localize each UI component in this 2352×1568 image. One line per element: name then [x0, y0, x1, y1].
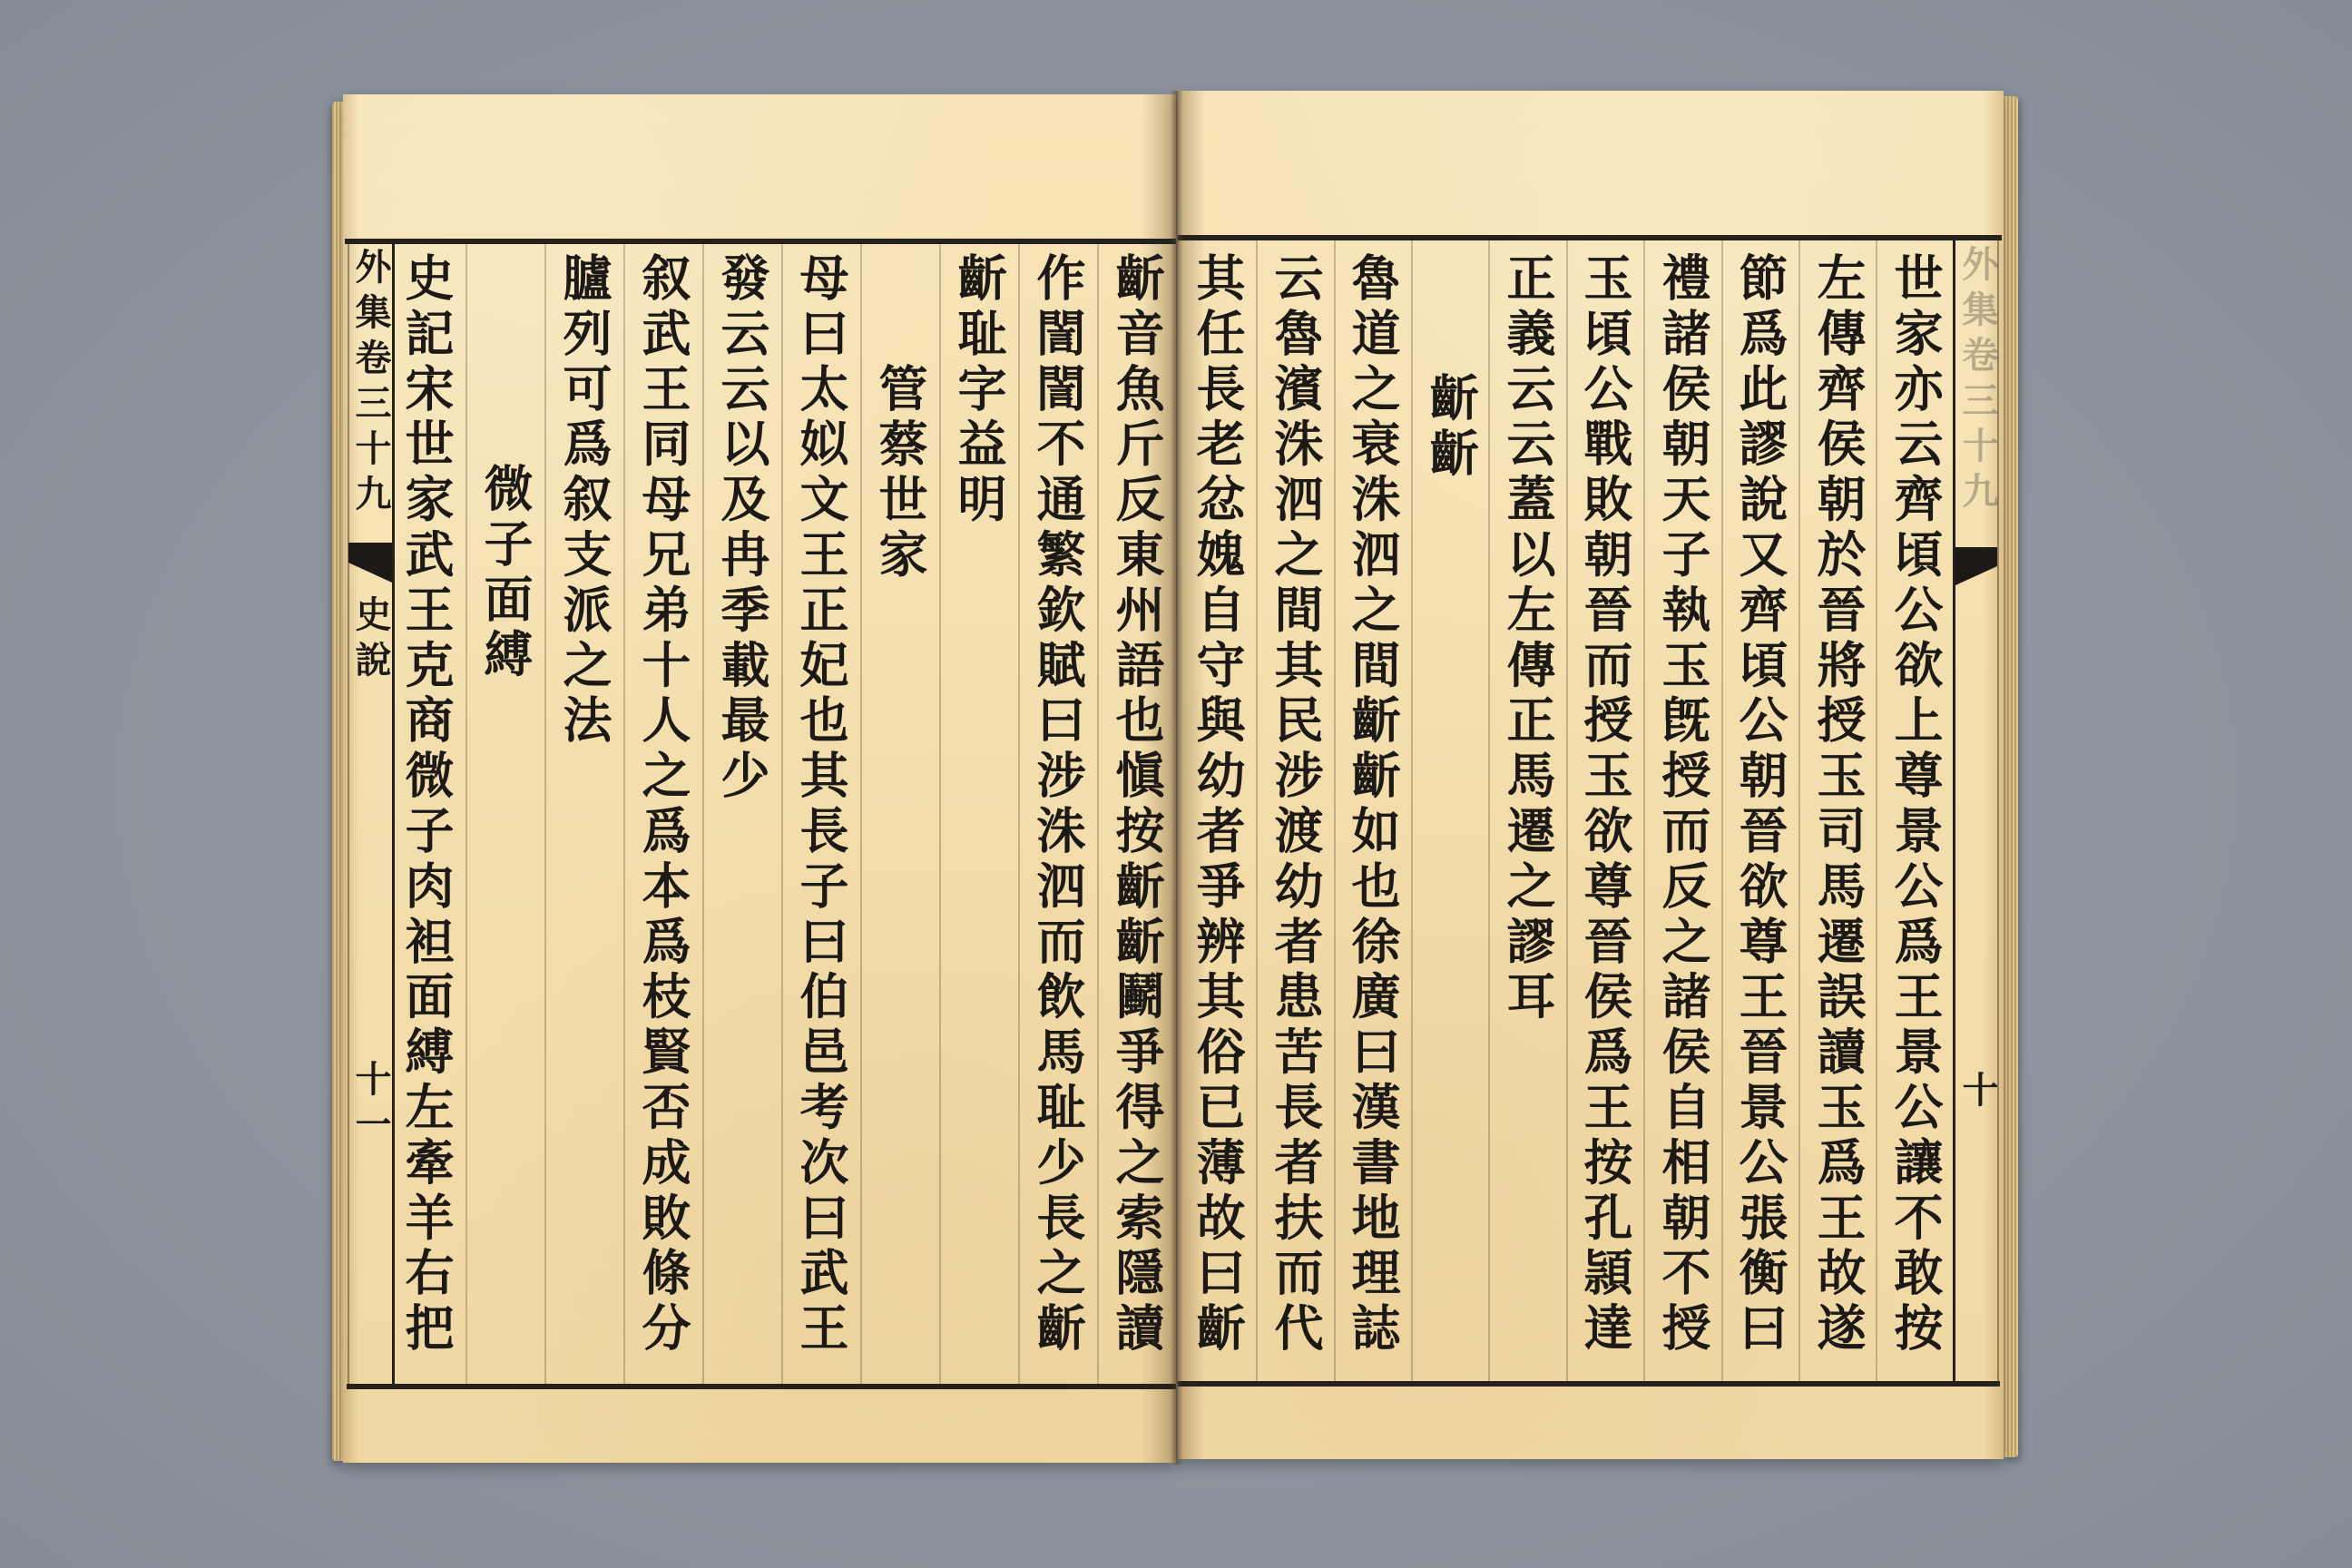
running-title: 外集卷三十九 — [349, 248, 392, 520]
text-column: 叙武王同母兄弟十人之爲本爲枝賢否成敗條分 — [634, 252, 692, 1357]
section-title: 史說 — [349, 595, 392, 686]
page-number: 十一 — [349, 1060, 392, 1151]
text-column: 正義云云蓋以左傳正馬遷之謬耳 — [1499, 252, 1557, 1026]
text-column: 發云云以及冉季載最少 — [713, 252, 771, 805]
page-stack-edge-right — [2002, 96, 2018, 1457]
section-heading: 微子面縛 — [476, 463, 534, 684]
text-column: 齗耻字益明 — [950, 252, 1008, 529]
text-column: 母曰太姒文王正妃也其長子曰伯邑考次曰武王 — [792, 252, 850, 1357]
text-column: 禮諸侯朝天子執玉旣授而反之諸侯自相朝不授 — [1654, 252, 1712, 1357]
section-heading: 齗齗 — [1422, 372, 1480, 483]
right-page — [1178, 91, 2004, 1459]
running-title: 外集卷三十九 — [1956, 245, 1999, 517]
text-column: 作誾誾不通繁欽賦曰涉洙泗而飲馬耻少長之齗 — [1029, 252, 1087, 1357]
text-column: 節爲此謬說又齊頃公朝晉欲尊王晉景公張衡曰 — [1731, 252, 1789, 1357]
frame-top-rule — [345, 239, 1176, 244]
column-divider — [466, 244, 467, 1384]
text-column: 云魯濱洙泗之間其民涉渡幼者患苦長者扶而代 — [1267, 252, 1325, 1357]
text-column: 臚列可爲叙支派之法 — [555, 252, 613, 750]
text-column: 世家亦云齊頃公欲上尊景公爲王景公讓不敢按 — [1886, 252, 1945, 1357]
section-heading: 管蔡世家 — [871, 363, 929, 584]
book-gutter — [1171, 91, 1183, 1465]
text-column: 其任長老忿媿自守與幼者爭辨其俗已薄故曰齗 — [1189, 252, 1247, 1357]
text-column: 齗音魚斤反東州語也愼按齗齗鬬爭得之索隱讀 — [1108, 252, 1166, 1357]
fishtail-mark — [1955, 547, 1997, 585]
text-column: 魯道之衰洙泗之間齗齗如也徐廣曰漢書地理誌 — [1344, 252, 1402, 1357]
frame-top-rule — [1178, 235, 2002, 240]
page-number: 十 — [1956, 1071, 1999, 1116]
left-page — [343, 94, 1176, 1463]
frame-bottom-rule — [347, 1384, 1176, 1389]
text-column: 玉頃公戰敗朝晉而授玉欲尊晉侯爲王按孔頴達 — [1576, 252, 1634, 1357]
text-column: 史記宋世家武王克商微子肉袒面縛左牽羊右把 — [397, 252, 456, 1357]
frame-bottom-rule — [1178, 1381, 2000, 1387]
fishtail-mark — [348, 543, 392, 583]
text-column: 左傳齊侯朝於晉將授玉司馬遷誤讀玉爲王故遂 — [1809, 252, 1867, 1357]
